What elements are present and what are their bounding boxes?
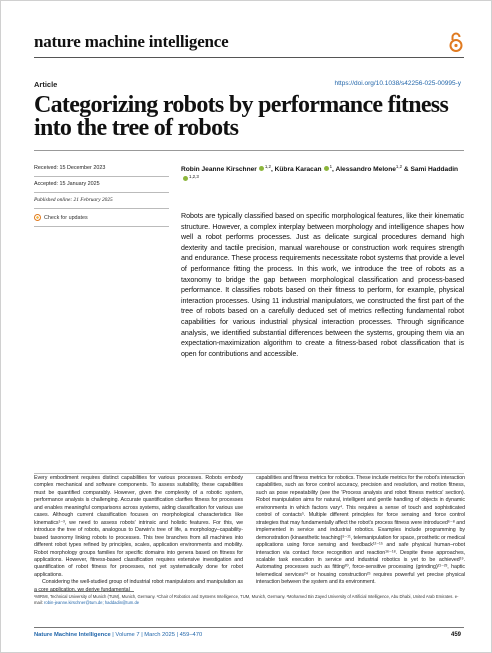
doi-link[interactable]: https://doi.org/10.1038/s42256-025-00995-y — [334, 80, 461, 87]
accepted-date: Accepted: 15 January 2025 — [34, 177, 169, 193]
open-access-icon[interactable] — [449, 31, 463, 53]
check-for-updates-label: Check for updates — [44, 214, 88, 221]
author-affiliation: 1,2 — [395, 163, 403, 169]
author-name[interactable]: Kübra Karacan — [274, 166, 322, 173]
footer-journal[interactable]: Nature Machine Intelligence — [34, 632, 111, 638]
email-prefix: e-mail: — [34, 594, 459, 605]
body-paragraph: Considering the well-studied group of industrial robot manipulators and manipulation as a core application, we derive fundamental — [34, 579, 243, 593]
journal-name[interactable]: nature machine intelligence — [34, 32, 229, 51]
orcid-icon[interactable] — [259, 166, 264, 171]
abstract: Robots are typically classified based on specific morphological features, like their kinematic structure. However, a complex interplay between morphology and intelligence shapes how well a robot performs processes. Just as delicate surgical procedures demand high dexterity and tactile precision, manual warehouse or construction work requires strength and endurance. These process requirements necessitate robot systems that provide a level of performance fitting the process. In this work, we introduce the tree of robots as a taxonomy to bridge the gap between morphological classification and process-based performance. It classifies robots based on their fitness to perform, for example, physical interaction processes. Using 11 industrial manipulators, we constructed the first part of the tree of robots based on a carefully deduced set of metrics reflecting fundamental robot capabilities for various industrial physical interaction processes. Through significance analysis, we identified substantial differences between the systems, grouping them via an expectation-maximization algorithm to create a fitness-based robot classification that is open for contributions and accessible. — [181, 212, 464, 358]
author-affiliation: 1 — [329, 163, 333, 169]
check-for-updates[interactable] — [34, 209, 169, 227]
article-dates — [34, 161, 169, 227]
header-rule — [34, 57, 464, 58]
body-column-right — [256, 475, 465, 587]
author-name[interactable]: Alessandro Melone — [335, 166, 396, 173]
affiliations-footnote — [34, 594, 464, 606]
author-affiliation: 1,2 — [264, 163, 271, 169]
footer-issue: | Volume 7 | March 2025 | 459–470 — [112, 632, 203, 638]
body-paragraph: capabilities and fitness metrics for robotics. These include metrics for the robot's interaction capabilities, such as force control accuracy, precision and resolution, and motion fitness, such as pose repeatability (see the 'Process analysis and robot fitness metrics' section). Robot manipulation aims for natural, intelligent and gentle handling of objects in dynamic environments in which factors vary⁴. This requires a sense of touch and sophisticated control of contacts⁵. Multiple different principles for force sensing and force control strategies that may fundamentally affect the robot's process fitness were introduced⁶⁻⁸ and implemented in service and industrial robotics. Examples include programming by demonstration (kinaesthetic teaching)⁹⁻¹¹, telemanipulation for space, prosthetic or medical applications using force sensing and feedback¹²⁻¹⁵ and safe physical human–robot interaction via contact force recognition and reaction¹⁶⁻¹⁸. Despite these approaches, scalable task execution in service and industrial robotics is yet to be achieved¹⁹. Automating processes such as fitting²⁰, force-sensitive processing (grinding)²¹⁻²³, haptic telemedical services²⁴ or housing construction²⁵ requires powerful yet precise physical interaction between the system and its environment. — [256, 475, 465, 586]
body-paragraph: Every embodiment requires distinct capabilities for various processes. Robots embody complex mechanical and software components. To assess suitability, these capabilities must be quantified comparably. However, given the complexity of a robotic system, performance analysis is challenging. Accurate quantification clarifies fitness for processes and enables meaningful comparisons across systems, aiding classification for various use cases. Although current classification focuses on morphological characteristics like kinematics¹⁻³, we need to assess robots' intrinsic and holistic features. For this, we introduce the tree of robots, analogous to Darwin's tree of life, a morphology–capability-based taxonomy linking robots to processes. This tree branches from all machines into different robot types refined by principles, scales, application environments and mobility. Robot morphology groups families for specific domains into genera based on fitness for applications. However, fitness-based classification requires extensive investigation and quantification of robot fitness for processes, not yet systematically done for robot applications. — [34, 475, 243, 578]
footnote-rule — [34, 591, 134, 592]
page-number: 459 — [450, 632, 461, 638]
published-date: Published online: 21 February 2025 — [34, 193, 169, 209]
author-list: Robin Jeanne Kirschner $^{1,2}$, Kübra Karacan $^1$, Alessandro Melone$^{1,2}$ & Sami Haddadin$^{1,2,3}$ — [181, 165, 463, 185]
author-name[interactable]: Sami Haddadin — [410, 166, 459, 173]
body-column-left — [34, 475, 243, 594]
footer-citation — [34, 632, 202, 638]
orcid-icon[interactable] — [324, 166, 329, 171]
title-rule — [34, 150, 464, 151]
body-rule — [34, 473, 464, 474]
affiliations-text: ¹MIRMI, Technical University of Munich (TUM), Munich, Germany. ²Chair of Robotics and Systems Intelligence, TUM, Munich, Germany. ³Mohamed Bin Zayed University of Artificial Intelligence, Abu Dhabi, United Arab Emirates. — [34, 594, 454, 599]
article-type: Article — [34, 80, 58, 89]
author-name[interactable]: Robin Jeanne Kirschner — [181, 166, 257, 173]
article-title: Categorizing robots by performance fitness into the tree of robots — [34, 92, 449, 141]
check-updates-icon — [34, 214, 41, 221]
orcid-icon[interactable] — [183, 176, 188, 181]
author-affiliation: 1,2,3 — [189, 173, 199, 179]
footer-rule — [34, 627, 464, 628]
received-date: Received: 15 December 2023 — [34, 161, 169, 177]
email-link[interactable]: robin-jeanne.kirschner@tum.de; haddadin@tum.de — [44, 599, 140, 605]
